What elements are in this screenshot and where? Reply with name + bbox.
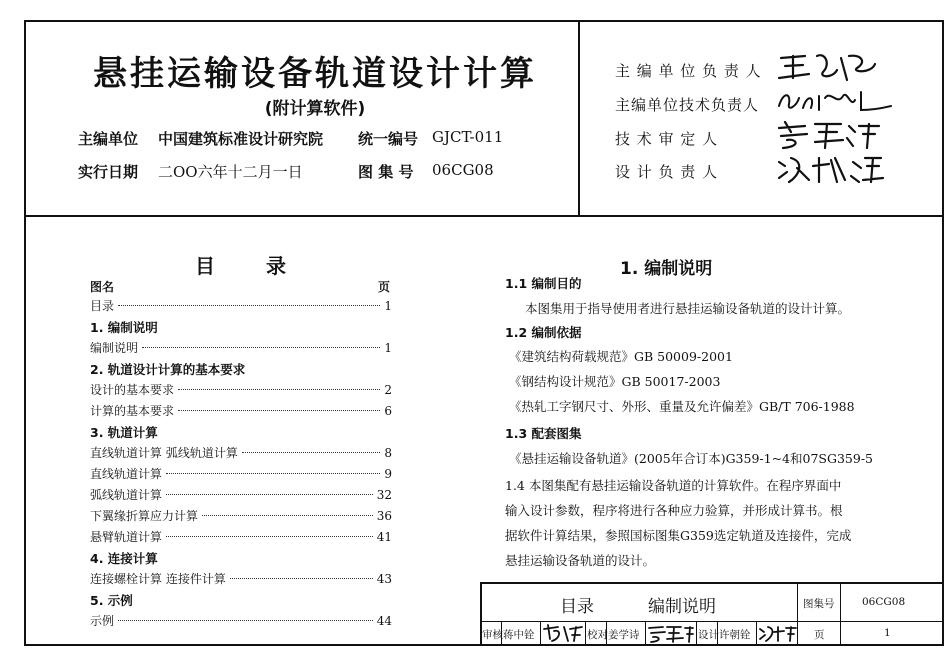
reference-steel-code: 《建筑结构荷载规范》GB 50009-2001 xyxy=(509,349,733,364)
toc-entry-text: 目录 xyxy=(90,299,115,313)
toc-entry-text: 示例 xyxy=(90,614,115,628)
toc-entry xyxy=(90,338,392,359)
toc-entry-text: 弧线轨道计算 xyxy=(90,488,163,502)
reference-ibeam-standard: 《热轧工字钢尺寸、外形、重量及允许偏差》GB/T 706-1988 xyxy=(509,399,855,414)
description-paragraph-4a: 1.4 本图集配有悬挂运输设备轨道的计算软件。在程序界面中 xyxy=(505,478,842,493)
toc-entry-text: 悬臂轨道计算 xyxy=(90,530,163,544)
toc-entry xyxy=(90,401,392,422)
toc-entry xyxy=(90,464,392,485)
editor-label: 主编单位 xyxy=(78,130,139,148)
toc-entry-text: 5. 示例 xyxy=(90,593,133,608)
check-name: 姜学诗 xyxy=(608,629,640,641)
toc-entry xyxy=(90,443,392,464)
toc-entry xyxy=(90,296,392,317)
role-technical-chief: 主编单位技术负责人 xyxy=(615,96,760,114)
toc-entry-text: 下翼缘折算应力计算 xyxy=(90,509,199,523)
editor-value: 中国建筑标准设计研究院 xyxy=(158,130,324,148)
toc-entry-page: 1 xyxy=(384,299,392,313)
toc-entry-text: 直线轨道计算 弧线轨道计算 xyxy=(90,446,238,460)
toc-entry-page: 9 xyxy=(384,467,392,481)
toc-leader-dots xyxy=(166,494,373,495)
toc-entry-text: 设计的基本要求 xyxy=(90,383,175,397)
toc-leader-dots xyxy=(202,515,373,516)
design-signature xyxy=(758,623,798,643)
toc-entry xyxy=(90,380,392,401)
toc-section-heading xyxy=(90,317,392,338)
toc-leader-dots xyxy=(166,473,380,474)
toc-leader-dots xyxy=(178,410,380,411)
code-value: GJCT-011 xyxy=(432,128,504,146)
description-paragraph-4d: 悬挂运输设备轨道的设计。 xyxy=(505,553,656,568)
signature-chief-editor xyxy=(775,50,885,84)
signature-design-lead xyxy=(775,152,885,186)
date-label: 实行日期 xyxy=(78,163,139,181)
role-technical-approver: 技 术 审 定 人 xyxy=(615,130,719,148)
toc-entry-page: 41 xyxy=(376,530,392,544)
check-label: 校对 xyxy=(587,629,608,641)
signature-technical-chief xyxy=(775,86,895,116)
toc-entry xyxy=(90,527,392,548)
header-vertical-divider xyxy=(578,20,580,217)
toc-leader-dots xyxy=(166,536,373,537)
toc-entry-text: 直线轨道计算 xyxy=(90,467,163,481)
review-label: 审核 xyxy=(482,629,503,641)
role-chief-editor: 主 编 单 位 负 责 人 xyxy=(615,62,762,80)
toc-section-heading xyxy=(90,422,392,443)
toc-leader-dots xyxy=(118,305,380,306)
toc-entry-text: 4. 连接计算 xyxy=(90,551,158,566)
check-signature xyxy=(647,623,695,643)
toc-entry-page: 44 xyxy=(376,614,392,628)
toc-section-heading xyxy=(90,590,392,611)
design-label: 设计 xyxy=(698,629,719,641)
toc-entry-text: 连接螺栓计算 连接件计算 xyxy=(90,572,226,586)
header-divider xyxy=(24,215,944,217)
title-block-atlas-value: 06CG08 xyxy=(862,596,906,608)
toc-entry-page: 43 xyxy=(376,572,392,586)
toc-list xyxy=(90,296,392,632)
atlas-number-value: 06CG08 xyxy=(432,161,494,179)
description-heading-2: 1.2 编制依据 xyxy=(505,325,582,340)
title-block-page-label: 页 xyxy=(814,629,825,641)
toc-entry xyxy=(90,506,392,527)
toc-leader-dots xyxy=(142,347,380,348)
toc-leader-dots xyxy=(178,389,380,390)
toc-entry-text: 3. 轨道计算 xyxy=(90,425,158,440)
review-name: 蒋中铨 xyxy=(503,629,535,641)
description-heading-1: 1.1 编制目的 xyxy=(505,276,582,291)
review-signature xyxy=(542,623,584,643)
toc-entry-page: 1 xyxy=(384,341,392,355)
toc-entry-text: 编制说明 xyxy=(90,341,139,355)
description-paragraph-4c: 据软件计算结果，参照国标图集G359选定轨道及连接件，完成 xyxy=(505,528,852,543)
design-name: 许朝铨 xyxy=(719,629,751,641)
toc-entry xyxy=(90,569,392,590)
toc-entry-text: 1. 编制说明 xyxy=(90,320,158,335)
toc-leader-dots xyxy=(230,578,373,579)
toc-entry-page: 6 xyxy=(384,404,392,418)
toc-entry-text: 2. 轨道设计计算的基本要求 xyxy=(90,362,246,377)
atlas-number-label: 图 集 号 xyxy=(358,163,414,181)
toc-entry xyxy=(90,611,392,632)
title-block-page-value: 1 xyxy=(884,627,891,639)
toc-entry-page: 36 xyxy=(376,509,392,523)
toc-section-heading xyxy=(90,359,392,380)
reference-companion-atlas: 《悬挂运输设备轨道》(2005年合订本)G359-1~4和07SG359-5 xyxy=(509,451,874,466)
atlas-subtitle: (附计算软件) xyxy=(264,99,366,119)
toc-leader-dots xyxy=(242,452,381,453)
code-label: 统一编号 xyxy=(358,130,419,148)
signature-technical-approver xyxy=(775,118,885,152)
toc-column-name: 图名 xyxy=(90,280,115,294)
toc-column-page: 页 xyxy=(378,280,391,294)
toc-section-heading xyxy=(90,548,392,569)
atlas-title: 悬挂运输设备轨道设计计算 xyxy=(93,54,537,94)
title-block-atlas-label: 图集号 xyxy=(803,598,835,610)
description-paragraph-4b: 输入设计参数，程序将进行各种应力验算，并形成计算书。根 xyxy=(505,503,843,518)
reference-load-code: 《钢结构设计规范》GB 50017-2003 xyxy=(509,374,721,389)
description-paragraph-1: 本图集用于指导使用者进行悬挂运输设备轨道的设计计算。 xyxy=(525,301,851,316)
toc-leader-dots xyxy=(118,620,373,621)
description-heading-3: 1.3 配套图集 xyxy=(505,426,582,441)
role-design-lead: 设 计 负 责 人 xyxy=(615,163,719,181)
toc-entry-text: 计算的基本要求 xyxy=(90,404,175,418)
description-title: 1. 编制说明 xyxy=(620,259,713,279)
title-block-name-description: 编制说明 xyxy=(648,597,716,617)
toc-entry-page: 8 xyxy=(384,446,392,460)
title-block-name-toc: 目录 xyxy=(560,597,594,617)
toc-entry xyxy=(90,485,392,506)
toc-entry-page: 32 xyxy=(376,488,392,502)
toc-title: 目 录 xyxy=(195,254,308,278)
toc-entry-page: 2 xyxy=(384,383,392,397)
date-value: 二OO六年十二月一日 xyxy=(158,163,303,181)
